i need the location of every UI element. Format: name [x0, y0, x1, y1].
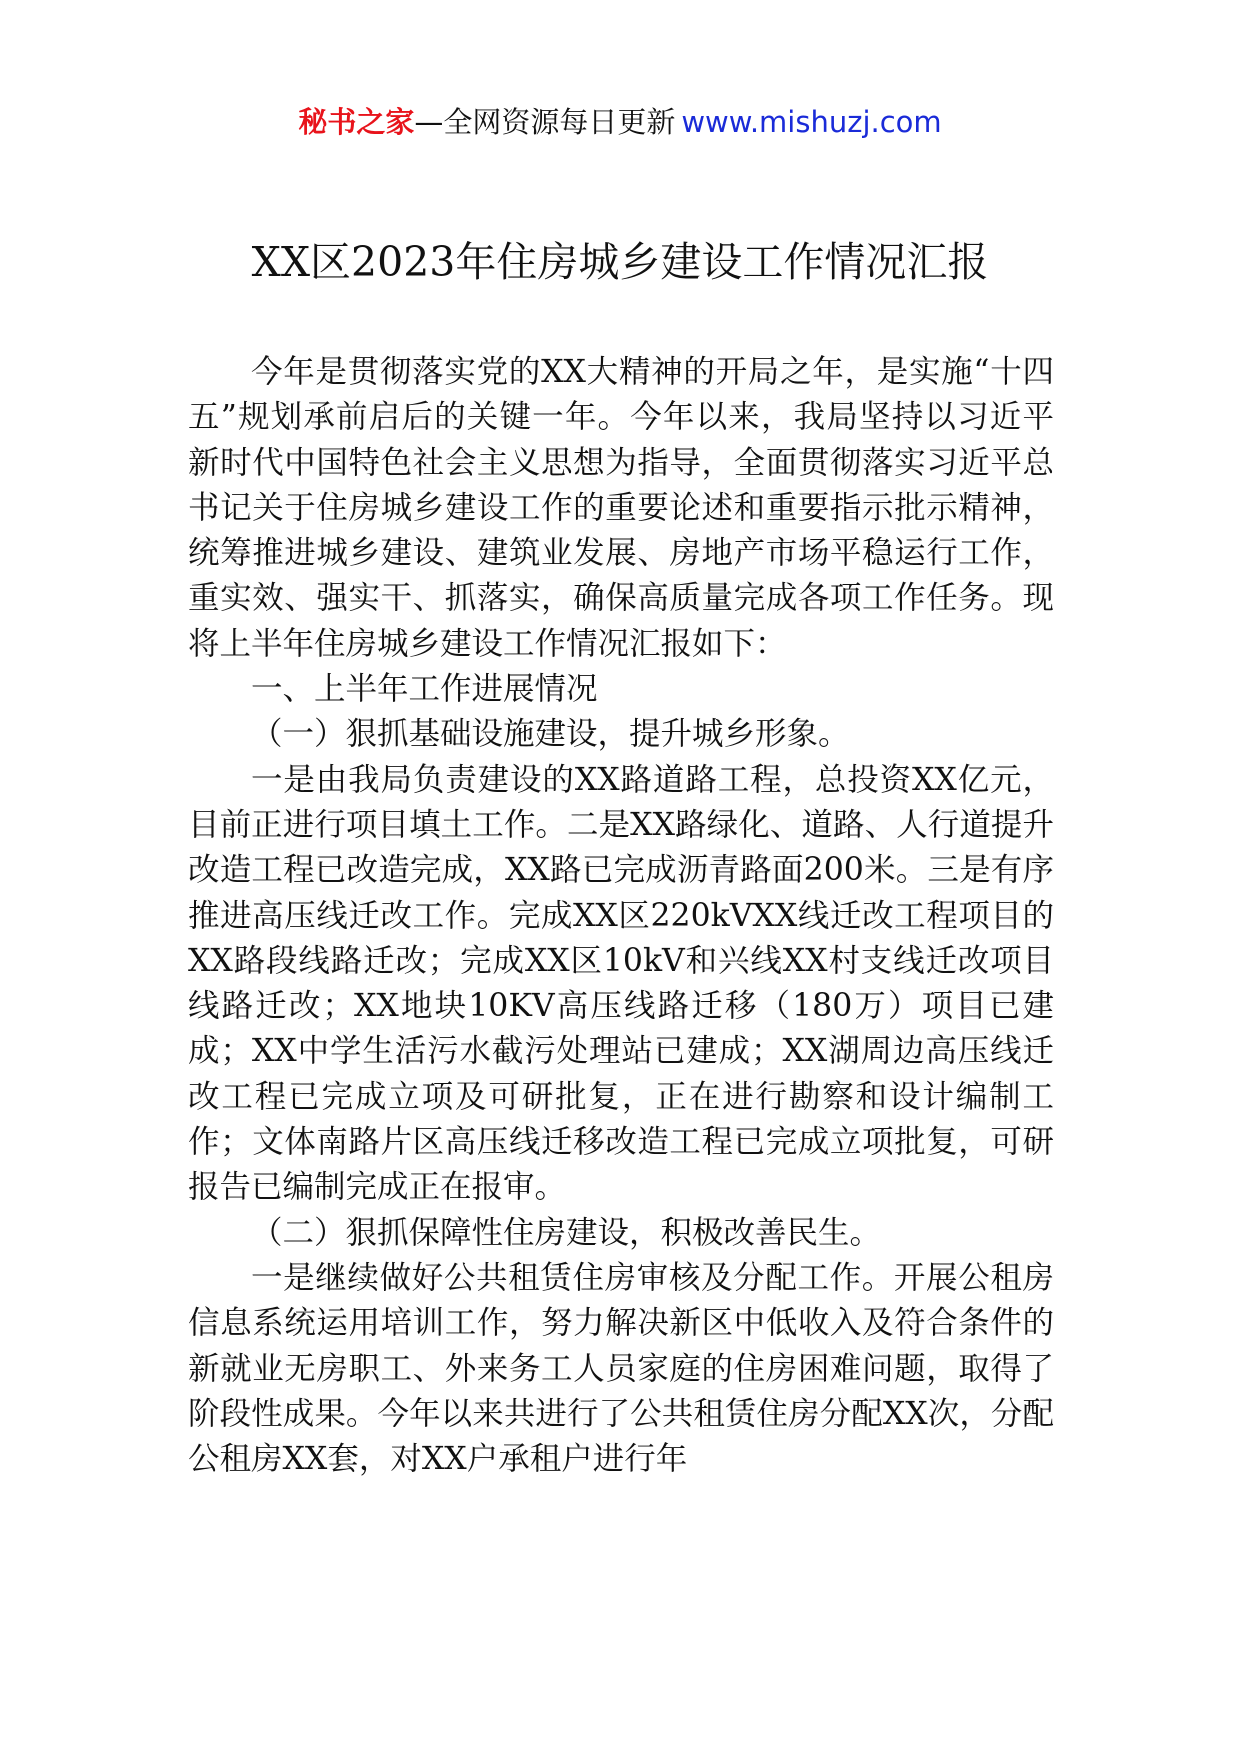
site-banner: [0, 100, 1240, 144]
document-title: XX区2023年住房城乡建设工作情况汇报: [251, 238, 989, 286]
banner-brand: 秘书之家: [298, 105, 415, 139]
banner-url-link[interactable]: www.mishuzj.com: [681, 105, 942, 139]
paragraph-housing: 一是继续做好公共租赁住房审核及分配工作。开展公租房信息系统运用培训工作，努力解决新区中低收入及符合条件的新就业无房职工、外来务工人员家庭的住房困难问题，取得了阶段性成果。今年以来共进行了公共租赁住房分配XX次，分配公租房XX套，对XX户承租户进行年: [188, 1259, 1054, 1478]
paragraph-infrastructure: 一是由我局负责建设的XX路道路工程，总投资XX亿元，目前正进行项目填土工作。二是XX路绿化、道路、人行道提升改造工程已改造完成，XX路已完成沥青路面200米。三是有序推进高压线迁改工作。完成XX区220kVXX线迁改工程项目的XX路段线路迁改；完成XX区10kV和兴线XX村支线迁改项目线路迁改；XX地块10KV高压线路迁移（180万）项目已建成；XX中学生活污水截污处理站已建成；XX湖周边高压线迁改工程已完成立项及可研批复，正在进行勘察和设计编制工作；文体南路片区高压线迁移改造工程已完成立项批复，可研报告已编制完成正在报审。: [188, 761, 1054, 1206]
paragraph-intro: 今年是贯彻落实党的XX大精神的开局之年，是实施“十四五”规划承前启后的关键一年。今年以来，我局坚持以习近平新时代中国特色社会主义思想为指导，全面贯彻落实习近平总书记关于住房城乡建设工作的重要论述和重要指示批示精神，统筹推进城乡建设、建筑业发展、房地产市场平稳运行工作，重实效、强实干、抓落实，确保高质量完成各项工作任务。现将上半年住房城乡建设工作情况汇报如下：: [188, 354, 1054, 662]
subsection-heading-1: （一）狠抓基础设施建设，提升城乡形象。: [251, 716, 850, 753]
subsection-heading-2: （二）狠抓保障性住房建设，积极改善民生。: [251, 1214, 882, 1251]
document-body: [188, 350, 1054, 1482]
banner-slogan: —全网资源每日更新: [414, 105, 676, 139]
section-heading-1: 一、上半年工作进展情况: [251, 671, 598, 708]
